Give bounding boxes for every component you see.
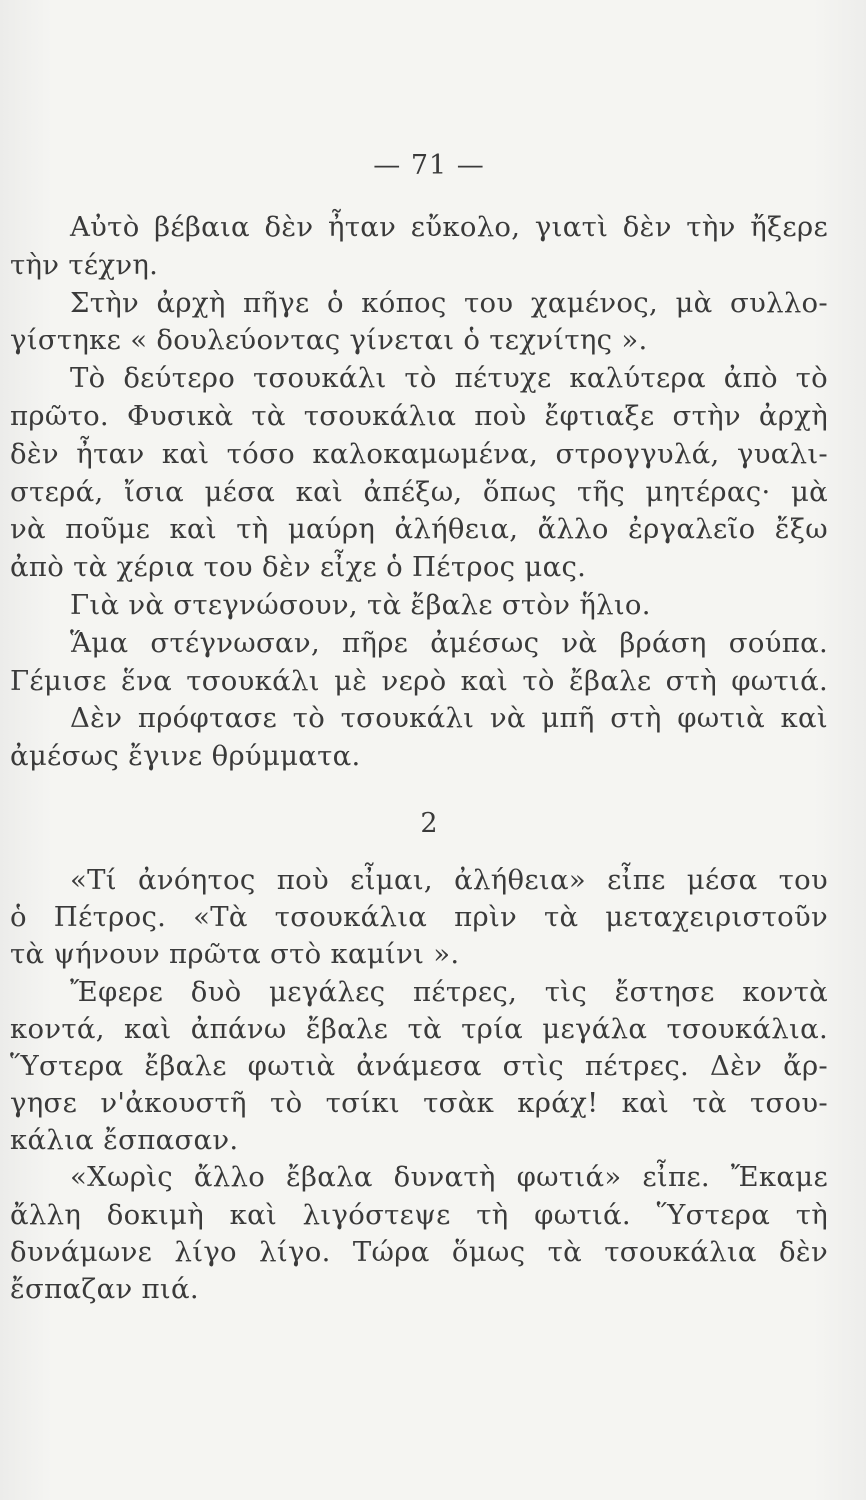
text-line: Ἔφερε δυὸ μεγάλες πέτρες, τὶς ἔστησε κοντὰ [70,975,828,1008]
text-line: Τὸ δεύτερο τσουκάλι τὸ πέτυχε καλύτερα ἀπὸ τὸ [70,362,828,395]
text-block-1 [10,209,828,776]
text-line: ἀπὸ τὰ χέρια του δὲν εἶχε ὁ Πέτρος μας. [10,551,587,584]
text-line: Γιὰ νὰ στεγνώσουν, τὰ ἔβαλε στὸν ἥλιο. [70,588,651,621]
text-line: κοντά, καὶ ἀπάνω ἔβαλε τὰ τρία μεγάλα τσουκάλια. [10,1012,828,1045]
text-line: δυνάμωνε λίγο λίγο. Τώρα ὅμως τὰ τσουκάλια δὲν [10,1235,828,1268]
text-line: ἄλλη δοκιμὴ καὶ λιγόστεψε τὴ φωτιά. Ὕστερα τὴ [10,1198,828,1231]
text-line: τὴν τέχνη. [10,248,159,281]
text-line: «Τί ἀνόητος ποὺ εἶμαι, ἀλήθεια» εἶπε μέσα του [70,863,828,896]
text-line: κάλια ἔσπασαν. [10,1124,239,1157]
text-line: «Χωρὶς ἄλλο ἔβαλα δυνατὴ φωτιά» εἶπε. Ἔκαμε [70,1161,828,1194]
text-line: τὰ ψήνουν πρῶτα στὸ καμίνι ». [10,938,460,971]
page-number: — 71 — [373,150,485,181]
text-line: Στὴν ἀρχὴ πῆγε ὁ κόπος του χαμένος, μὰ συλλο- [70,286,828,319]
text-line: Ἅμα στέγνωσαν, πῆρε ἀμέσως νὰ βράση σούπα. [70,626,828,659]
text-line: Ὕστερα ἔβαλε φωτιὰ ἀνάμεσα στὶς πέτρες. Δὲν ἄρ- [10,1049,828,1082]
text-line: πρῶτο. Φυσικὰ τὰ τσουκάλια ποὺ ἔφτιαξε στὴν ἀρχὴ [10,399,828,432]
text-line: δὲν ἦταν καὶ τόσο καλοκαμωμένα, στρογγυλά, γυαλι- [10,437,828,470]
text-line: ἔσπαζαν πιά. [10,1273,199,1306]
text-line: ἀμέσως ἔγινε θρύμματα. [10,740,361,773]
text-line: Αὐτὸ βέβαια δὲν ἦταν εὔκολο, γιατὶ δὲν τὴν ἤξερε [70,211,828,243]
text-line: ὁ Πέτρος. «Τὰ τσουκάλια πρὶν τὰ μεταχειριστοῦν [10,901,828,934]
text-line: Γέμισε ἕνα τσουκάλι μὲ νερὸ καὶ τὸ ἔβαλε στὴ φωτιά. [10,664,828,697]
text-block-2 [10,862,828,1308]
text-line: στερά, ἴσια μέσα καὶ ἀπέξω, ὅπως τῆς μητέρας· μὰ [10,475,828,508]
text-line: νὰ ποῦμε καὶ τὴ μαύρη ἀλήθεια, ἄλλο ἐργαλεῖο ἔξω [10,513,828,546]
text-line: γησε ν'ἀκουστῆ τὸ τσίκι τσὰκ κράχ! καὶ τὰ τσου- [10,1087,828,1120]
text-line: γίστηκε « δουλεύοντας γίνεται ὁ τεχνίτης ». [10,324,648,357]
section-number: 2 [420,807,438,839]
text-line: Δὲν πρόφτασε τὸ τσουκάλι νὰ μπῆ στὴ φωτιὰ καὶ [70,702,828,735]
